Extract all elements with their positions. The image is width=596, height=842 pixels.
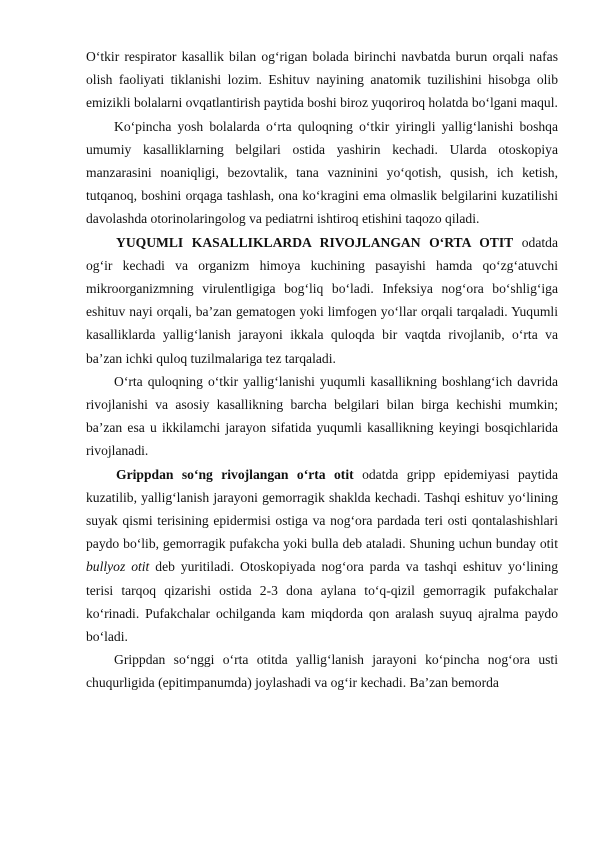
paragraph-onset-stage-text: O‘rta quloqning o‘tkir yallig‘lanishi yuqumli kasallikning boshlang‘ich davrida rivojlanishi va asosiy kasallikning barcha belgilari bilan birga kechishi mumkin; ba’zan esa u ikkilamchi jarayon sifatida yuqumli kasallikning keyingi bosqichlarida rivojlanadi. [86,373,558,459]
section-heading-influenza-otitis: Grippdan so‘ng rivojlangan o‘rta otit [116,466,354,482]
paragraph-epitympanum [86,648,558,694]
paragraph-hidden-course [86,115,558,231]
paragraph-respiratory-care-text: O‘tkir respirator kasallik bilan og‘rigan bolada birinchi navbatda burun orqali nafas olish faoliyati tiklanishi lozim. Eshituv nayining anatomik tuzilishini hisobga olib emizikli bolalarni ovqatlantirish paytida boshi biroz yuqoriroq holatda bo‘lgani maqul. [86,49,558,111]
paragraph-respiratory-care [86,45,558,115]
paragraph-epitympanum-text: Grippdan so‘nggi o‘rta otitda yallig‘lanish jarayoni ko‘pincha nog‘ora usti chuqurligida (epitimpanumda) joylashadi va og‘ir kechadi. Ba’zan bemorda [86,652,558,691]
section-heading-infectious-otitis: YUQUMLI KASALLIKLARDA RIVOJLANGAN O‘RTA OTIT [116,234,514,250]
paragraph-infectious-otitis [86,231,558,370]
paragraph-infectious-otitis-text: odatda og‘ir kechadi va organizm himoya kuchining pasayishi hamda qo‘zg‘atuvchi mikroorganizmning virulentligiga bog‘liq bo‘ladi. Infeksiya nog‘ora bo‘shlig‘iga eshituv nayi orqali, ba’zan gematogen yoki limfogen yo‘llar orqali tarqaladi. Yuqumli kasalliklarda yallig‘lanish jarayoni ikkala quloqda bir vaqtda rivojlanib, o‘rta va ba’zan ichki quloq tuzilmalariga tez tarqaladi. [86,234,558,366]
document-page [86,45,558,695]
term-bullous-otitis: bullyoz otit [86,559,150,575]
paragraph-influenza-otitis [86,463,558,649]
paragraph-influenza-otitis-text-1: odatda gripp epidemiyasi paytida kuzatilib, yallig‘lanish jarayoni gemorragik shaklda kechadi. Tashqi eshituv yo‘lining suyak qismi terisining epidermisi ostiga va nog‘ora pardada teri osti qontalashishlari paydo bo‘lib, gemorragik pufakcha yoki bulla deb ataladi. Shuning uchun bunday otit [86,466,558,552]
paragraph-influenza-otitis-text-2: deb yuritiladi. Otoskopiyada nog‘ora parda va tashqi eshituv yo‘lining terisi tarqoq qizarishi ostida 2-3 dona aylana to‘q-qizil gemorragik pufakchalar ko‘rinadi. Pufakchalar ochilganda kam miqdorda qon aralash suyuq ajralma paydo bo‘ladi. [86,559,558,645]
paragraph-hidden-course-text: Ko‘pincha yosh bolalarda o‘rta quloqning o‘tkir yiringli yallig‘lanishi boshqa umumiy kasalliklarning belgilari ostida yashirin kechadi. Ularda otoskopiya manzarasini noaniqligi, bezovtalik, tana vazninini yo‘qotish, qusish, ich ketish, tutqanoq, boshini orqaga tashlash, ona ko‘kragini ema olmaslik belgilarini kuzatilishi davolashda otorinolaringolog va pediatrni ishtiroq etishini taqozo qiladi. [86,118,558,227]
paragraph-onset-stage [86,370,558,463]
